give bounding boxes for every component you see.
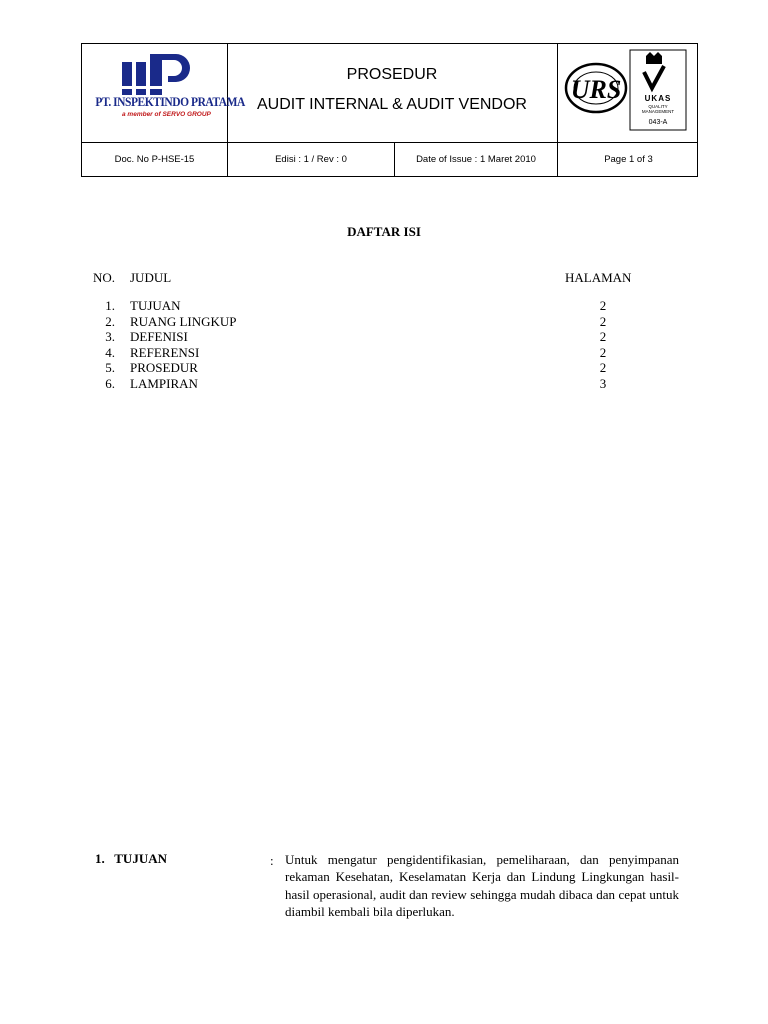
- toc-header-row: [0, 270, 768, 286]
- section-body: Untuk mengatur pengidentifikasian, pemeliharaan, dan penyimpanan rekaman Kesehatan, Keselamatan Kerja dan Lindung Lingkungan hasil-hasil operasional, audit dan review sehingga mudah dibaca dan cepat untuk diambil kembali bila diperlukan.: [285, 852, 679, 919]
- urs-text: URS: [570, 75, 622, 104]
- document-title: [228, 44, 556, 142]
- toc-item: 5. PROSEDUR 2: [105, 360, 607, 375]
- crown-icon: [646, 52, 662, 64]
- company-tagline: a member of SERVO GROUP: [122, 111, 211, 118]
- urs-ukas-logo: [558, 44, 699, 142]
- doc-number: Doc. No P-HSE-15: [114, 154, 195, 165]
- toc-item: 3. DEFENISI 2: [105, 329, 607, 344]
- section-heading: 1. TUJUAN: [95, 851, 167, 866]
- toc-item: 6. LAMPIRAN 3: [105, 375, 607, 391]
- ukas-text: UKAS: [644, 94, 672, 103]
- title-line-2: AUDIT INTERNAL & AUDIT VENDOR: [257, 96, 527, 113]
- cert-number: 043-A: [648, 119, 668, 126]
- toc-col-title: JUDUL: [130, 270, 172, 285]
- section-colon: :: [270, 853, 274, 868]
- toc-item: 1. TUJUAN 2: [105, 298, 607, 313]
- certification-logos: [558, 44, 699, 142]
- company-name: PT. INSPEKTINDO PRATAMA: [95, 95, 245, 109]
- date-of-issue: Date of Issue : 1 Maret 2010: [416, 154, 536, 165]
- toc-item: 4. REFERENSI 2: [105, 344, 607, 360]
- toc-item: 2. RUANG LINGKUP 2: [105, 313, 607, 329]
- management-text: MANAGEMENT: [641, 109, 675, 114]
- quality-text: QUALITY: [648, 104, 668, 109]
- checkmark-icon: [644, 66, 664, 88]
- iip-logo-mark: [110, 52, 210, 96]
- toc-heading: DAFTAR ISI: [347, 224, 421, 239]
- page-number: Page 1 of 3: [604, 154, 653, 165]
- toc-col-page: HALAMAN: [565, 270, 632, 285]
- document-header: [81, 43, 698, 177]
- company-logo: [82, 44, 245, 142]
- title-line-1: PROSEDUR: [346, 66, 438, 83]
- toc-col-no: NO.: [93, 270, 116, 285]
- edition: Edisi : 1 / Rev : 0: [275, 154, 347, 165]
